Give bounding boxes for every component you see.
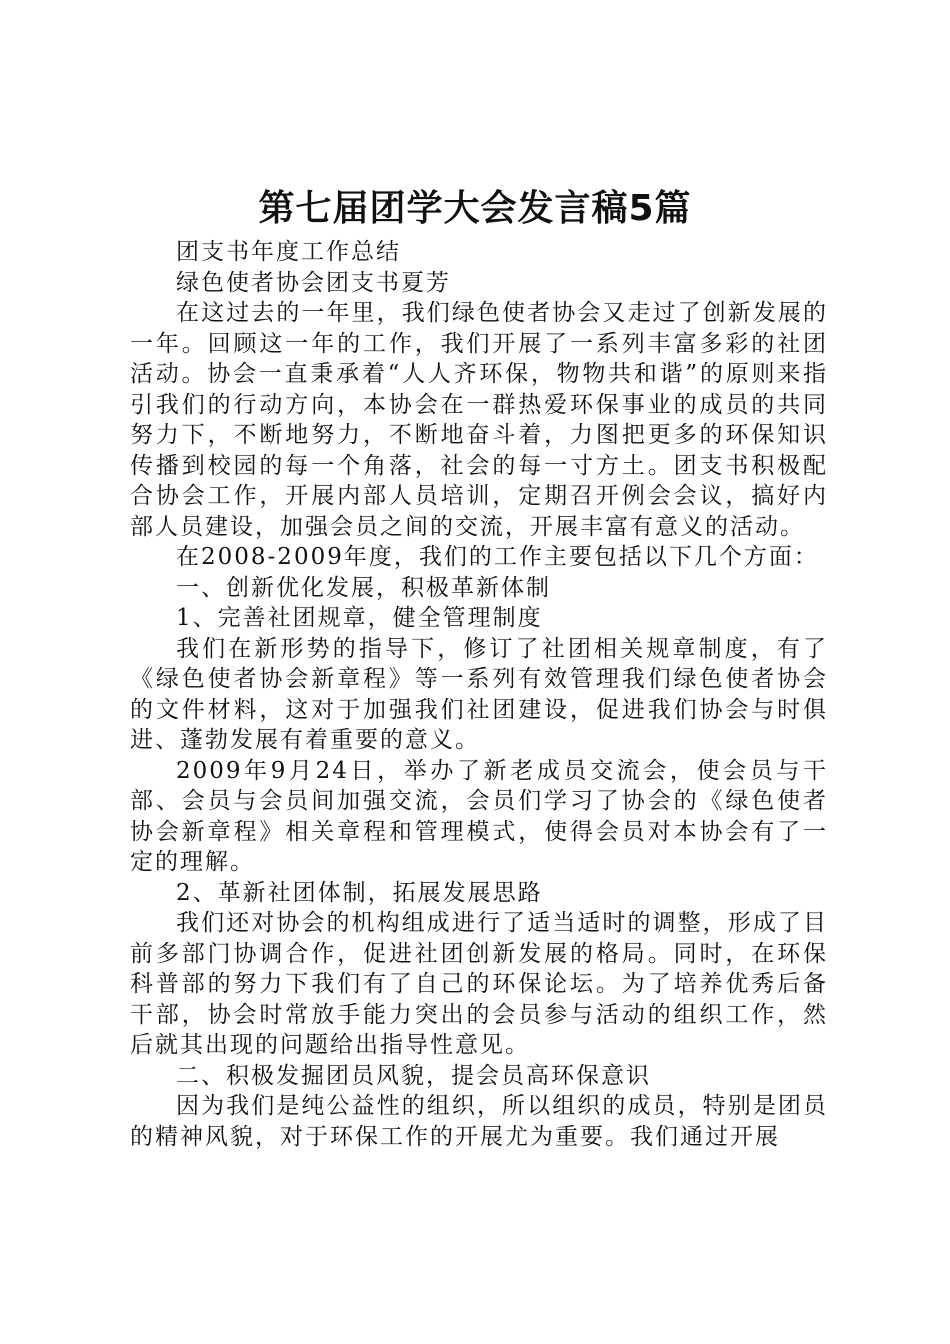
paragraph: 在2008-2009年度，我们的工作主要包括以下几个方面： xyxy=(176,544,819,570)
paragraph: 我们在新形势的指导下，修订了社团相关规章制度，有了《绿色使者协会新章程》等一系列有效管理我们绿色使者协会的文件材料，这对于加强我们社团建设，促进我们协会与时俱进、蓬勃发展有着重要的意义。 xyxy=(130,635,828,753)
paragraph: 我们还对协会的机构组成进行了适当适时的调整，形成了目前多部门协调合作，促进社团创新发展的格局。同时，在环保科普部的努力下我们有了自己的环保论坛。为了培养优秀后备干部，协会时常放手能力突出的会员参与活动的组织工作，然后就其出现的问题给出指导性意见。 xyxy=(130,910,828,1058)
document-title: 第七届团学大会发言稿5篇 xyxy=(258,188,692,229)
document-body xyxy=(130,237,828,1152)
paragraph-author: 绿色使者协会团支书夏芳 xyxy=(176,269,451,296)
paragraph: 在这过去的一年里，我们绿色使者协会又走过了创新发展的一年。回顾这一年的工作，我们开展了一系列丰富多彩的社团活动。协会一直秉承着“人人齐环保，物物共和谐”的原则来指引我们的行动方向，本协会在一群热爱环保事业的成员的共同努力下，不断地努力，不断地奋斗着，力图把更多的环保知识传播到校园的每一个角落，社会的每一寸方土。团支书积极配合协会工作，开展内部人员培训，定期召开例会会议，搞好内部人员建设，加强会员之间的交流，开展丰富有意义的活动。 xyxy=(130,300,828,540)
subsection-heading: 2、革新社团体制，拓展发展思路 xyxy=(176,879,543,906)
paragraph-subtitle: 团支书年度工作总结 xyxy=(176,239,401,265)
section-heading: 二、积极发掘团员风貌，提会员高环保意识 xyxy=(176,1062,651,1089)
section-heading: 一、创新优化发展，积极革新体制 xyxy=(176,574,551,601)
paragraph: 因为我们是纯公益性的组织，所以组织的成员，特别是团员的精神风貌，对于环保工作的开展尤为重要。我们通过开展 xyxy=(130,1093,828,1150)
subsection-heading: 1、完善社团规章，健全管理制度 xyxy=(176,605,543,631)
paragraph: 2009年9月24日，举办了新老成员交流会，使会员与干部、会员与会员间加强交流，会员们学习了协会的《绿色使者协会新章程》相关章程和管理模式，使得会员对本协会有了一定的理解。 xyxy=(130,757,828,875)
